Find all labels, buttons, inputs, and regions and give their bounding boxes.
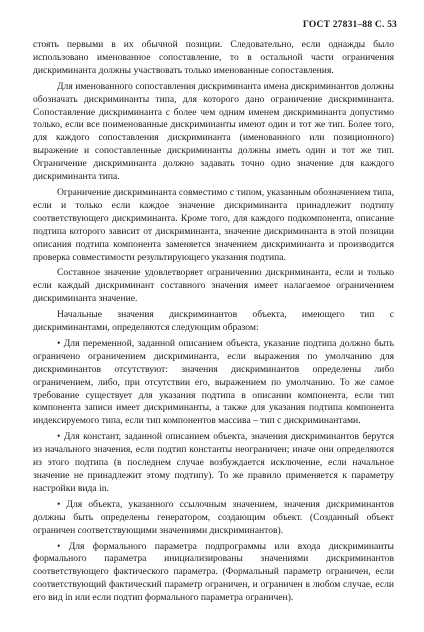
page-header: ГОСТ 27831–88 С. 53 xyxy=(302,20,397,30)
list-item: • Для формального параметра подпрограммы или входа дискриминанты формального параметра инициализированы значениями дискриминантов соответствующего фактического параметра. (Формальный параметр ограничен, если соответствующий фактический параметр ограничен, и ограничен в любом случае, если его вид in или если подтип формального параметра ограничен). xyxy=(33,540,394,604)
list-item: • Для констант, заданной описанием объекта, значения дискриминантов берутся из начального значения, если подтип константы неограничен; иначе они определяются из этого подтипа (в последнем случае возбуждается исключение, если начальное значение не принадлежит этому подтипу). То же правило применяется к параметру настройки вида in. xyxy=(33,431,394,494)
paragraph: Для именованного сопоставления дискриминанта имена дискриминантов должны обозначать дискриминанты типа, для которого дано ограничение дискриминанта. Сопоставление дискриминанта с более чем одним именем дискриминанта допустимо только, если все поименованные дискриминанты имеют один и тот же тип. Более того, для каждого сопоставления дискриминанта (именованного или позиционного) выражение и сопоставленные дискриминанты должны иметь один и тот же тип. Ограничение дискриминанта должно задавать точно одно значение для каждого дискриминанта типа. xyxy=(33,80,394,183)
paragraph: Ограничение дискриминанта совместимо с типом, указанным обозначением типа, если и только если каждое значение дискриминанта принадлежит подтипу соответствующего дискриминанта. Кроме того, для каждого подкомпонента, описание подтипа которого зависит от дискриминанта, значение дискриминанта в этой позиции описания подтипа компонента заменяется значением дискриминанта и производится проверка совместимости результирующего указания подтипа. xyxy=(33,186,394,263)
paragraph: Начальные значения дискриминантов объекта, имеющего тип с дискриминантами, определяются следующим образом: xyxy=(33,309,394,334)
list-item: • Для переменной, заданной описанием объекта, указание подтипа должно быть ограничено ограничением дискриминанта, если выражения по умолчанию для дискриминантов отсутствуют: значения дискриминантов определены либо ограничением, либо, при отсутствии его, выражением по умолчанию. То же самое требование существует для указания подтипа в описании компонента, если тип компонента записи имеет дискриминанты, а также для указания подтипа компонента индексируемого типа, если тип компонентов массива – тип с дискриминантами. xyxy=(33,337,394,427)
paragraph: стоять первыми в их обычной позиции. Следовательно, если однажды было использовано именованное сопоставление, то в остальной части ограничения дискриминанта должны участвовать только именованные сопоставления. xyxy=(33,39,394,76)
body-text xyxy=(33,39,394,608)
paragraph: Составное значение удовлетворяет ограничению дискриминанта, если и только если каждый дискриминант составного значения имеет налагаемое ограничением дискриминанта значение. xyxy=(33,267,394,305)
list-item: • Для объекта, указанного ссылочным значением, значения дискриминантов должны быть определены генератором, создающим объект. (Созданный объект ограничен соответствующими значениями дискриминантов). xyxy=(33,498,394,536)
